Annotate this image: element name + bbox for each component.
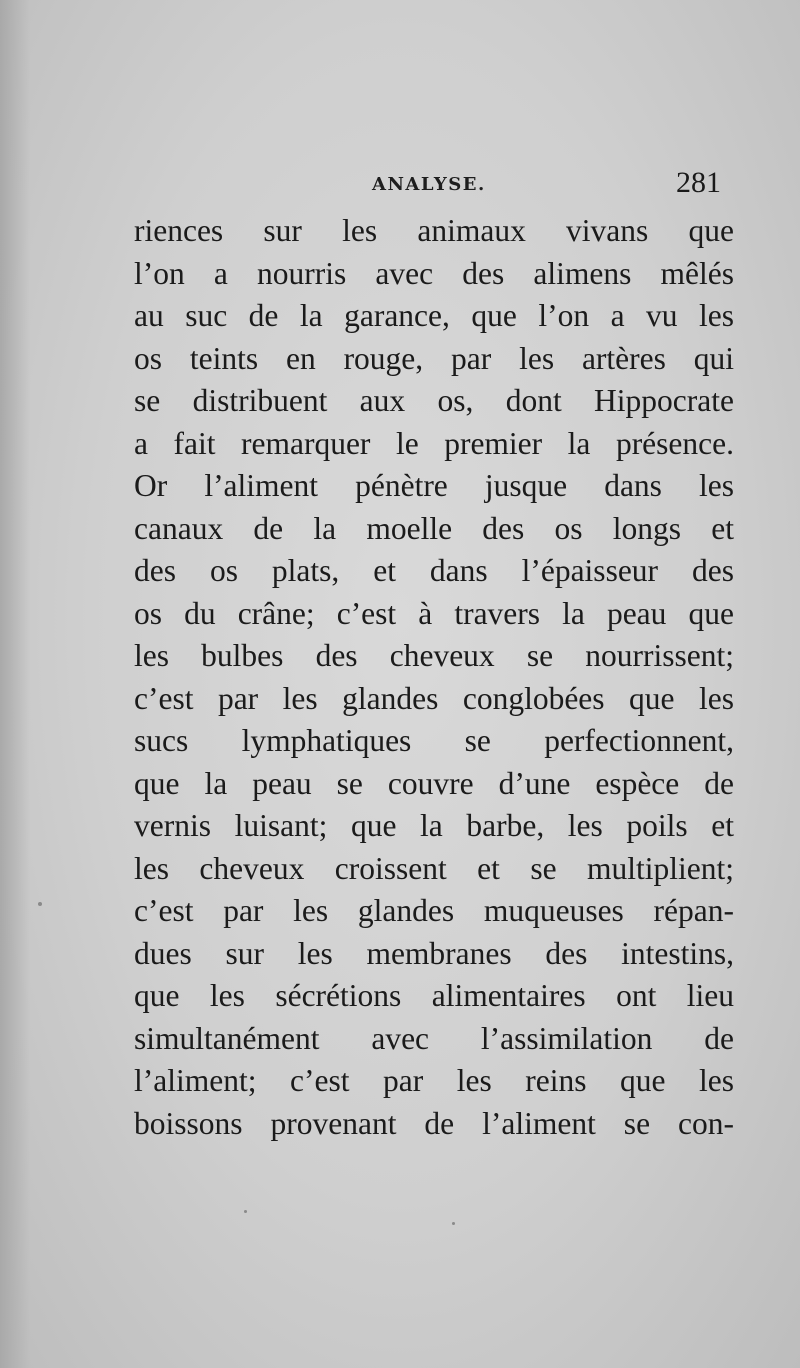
paper-speck	[452, 1222, 455, 1225]
text-line: l’on a nourris avec des alimens mêlés	[134, 255, 734, 291]
text-line: les cheveux croissent et se multiplient;	[134, 850, 734, 886]
text-line: a fait remarquer le premier la présence.	[134, 425, 734, 461]
text-line: des os plats, et dans l’épaisseur des	[134, 553, 734, 588]
text-line: riences sur les animaux vivans que	[134, 213, 734, 248]
page-header	[0, 166, 800, 206]
text-line: l’aliment; c’est par les reins que les	[134, 1063, 734, 1098]
running-head: ANALYSE.	[372, 174, 486, 195]
text-line: simultanément avec l’assimilation de	[134, 1020, 734, 1056]
text-line: c’est par les glandes conglobées que les	[134, 680, 734, 716]
text-line: sucs lymphatiques se perfectionnent,	[134, 723, 734, 758]
text-line: os teints en rouge, par les artères qui	[134, 340, 734, 376]
text-line: au suc de la garance, que l’on a vu les	[134, 298, 734, 333]
text-line: canaux de la moelle des os longs et	[134, 510, 734, 546]
text-line: boissons provenant de l’aliment se con-	[134, 1105, 734, 1141]
text-line: Or l’aliment pénètre jusque dans les	[134, 468, 734, 503]
text-line: se distribuent aux os, dont Hippocrate	[134, 383, 734, 418]
text-line: les bulbes des cheveux se nourrissent;	[134, 638, 734, 673]
paper-speck	[38, 902, 42, 906]
text-line: vernis luisant; que la barbe, les poils et	[134, 808, 734, 843]
text-line: dues sur les membranes des intestins,	[134, 935, 734, 971]
body-text	[134, 210, 734, 1145]
page-number: 281	[676, 166, 721, 199]
text-line: c’est par les glandes muqueuses répan-	[134, 893, 734, 928]
text-line: que la peau se couvre d’une espèce de	[134, 765, 734, 801]
paper-speck	[244, 1210, 247, 1213]
text-line: os du crâne; c’est à travers la peau que	[134, 595, 734, 631]
text-line: que les sécrétions alimentaires ont lieu	[134, 978, 734, 1013]
